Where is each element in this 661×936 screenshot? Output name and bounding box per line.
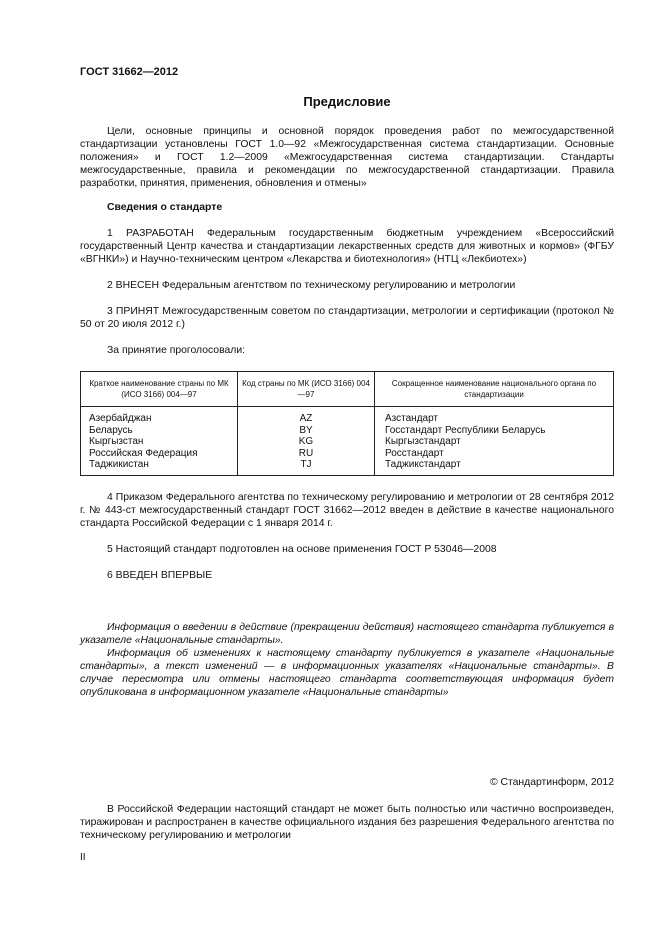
intro-paragraph: Цели, основные принципы и основной порядок проведения работ по межгосударственной стандартизации установлены ГОСТ 1.0—92 «Межгосударственная система стандартизации. Основные положения» и ГОСТ 1.2—2009 «Межгосударственная система стандартизации. Стандарты межгосударственные, правила и рекомендации по межгосударственной стандартизации. Правила разработки, принятия, применения, обновления и отмены» xyxy=(80,126,614,189)
col-country-code: Код страны по МК (ИСО 3166) 004—97 xyxy=(238,372,375,407)
table-row xyxy=(81,425,614,437)
page-number: II xyxy=(80,852,86,863)
country-code: BY xyxy=(238,425,375,437)
item-basis: 5 Настоящий стандарт подготовлен на основе применения ГОСТ Р 53046—2008 xyxy=(107,544,497,555)
item-order: 4 Приказом Федерального агентства по техническому регулированию и метрологии от 28 сентября 2012 г. № 443-ст межгосударственный стандарт ГОСТ 31662—2012 введен в действие в качестве национального стандарта Российской Федерации с 1 января 2014 г. xyxy=(80,492,614,529)
legal-notice: В Российской Федерации настоящий стандарт не может быть полностью или частично воспроизведен, тиражирован и распространен в качестве официального издания без разрешения Федерального агентства по техническому регулированию и метрологии xyxy=(80,804,614,841)
table-header-row xyxy=(81,372,614,407)
item-developed: 1 РАЗРАБОТАН Федеральным государственным бюджетным учреждением «Всероссийский государственный Центр качества и стандартизации лекарственных средств для животных и кормов» (ФГБУ «ВГНКИ») и Научно-техническим центром «Лекарства и биотехнология» (НТЦ «Лекбиотех») xyxy=(80,228,614,265)
item-first-introduced: 6 ВВЕДЕН ВПЕРВЫЕ xyxy=(107,570,213,581)
table-row xyxy=(81,407,614,425)
page-title: Предисловие xyxy=(303,94,391,109)
country-code: AZ xyxy=(238,407,375,425)
standards-body: Росстандарт xyxy=(375,448,614,460)
table-row xyxy=(81,448,614,460)
table-row xyxy=(81,436,614,448)
country-name: Кыргызстан xyxy=(81,436,238,448)
standards-body: Кыргызстандарт xyxy=(375,436,614,448)
item-adopted: 3 ПРИНЯТ Межгосударственным советом по стандартизации, метрологии и сертификации (протокол № 50 от 20 июля 2012 г.) xyxy=(80,306,614,330)
standards-body: Азстандарт xyxy=(375,407,614,425)
country-name: Беларусь xyxy=(81,425,238,437)
standards-body: Госстандарт Республики Беларусь xyxy=(375,425,614,437)
country-code: KG xyxy=(238,436,375,448)
voting-table xyxy=(80,371,614,476)
section-heading: Сведения о стандарте xyxy=(107,202,223,213)
info-paragraph-2: Информация об изменениях к настоящему стандарту публикуется в указателе «Национальные стандарты», а текст изменений — в информационных указателях «Национальные стандарты». В случае пересмотра или отмены настоящего стандарта соответствующая информация будет опубликована в информационном указателе «Национальные стандарты» xyxy=(80,648,614,698)
info-paragraph-1: Информация о введении в действие (прекращении действия) настоящего стандарта публикуется в указателе «Национальные стандарты». xyxy=(80,622,614,646)
voted-label: За принятие проголосовали: xyxy=(107,345,246,356)
table-row xyxy=(81,459,614,475)
country-code: RU xyxy=(238,448,375,460)
col-country-name: Краткое наименование страны по МК (ИСО 3166) 004—97 xyxy=(81,372,238,407)
item-submitted: 2 ВНЕСЕН Федеральным агентством по техническому регулированию и метрологии xyxy=(107,280,516,291)
col-standards-body: Сокращенное наименование национального органа по стандартизации xyxy=(375,372,614,407)
country-name: Российская Федерация xyxy=(81,448,238,460)
country-name: Таджикистан xyxy=(81,459,238,475)
document-id: ГОСТ 31662—2012 xyxy=(80,66,179,78)
copyright: © Стандартинформ, 2012 xyxy=(489,777,614,788)
country-name: Азербайджан xyxy=(81,407,238,425)
country-code: TJ xyxy=(238,459,375,475)
standards-body: Таджикстандарт xyxy=(375,459,614,475)
